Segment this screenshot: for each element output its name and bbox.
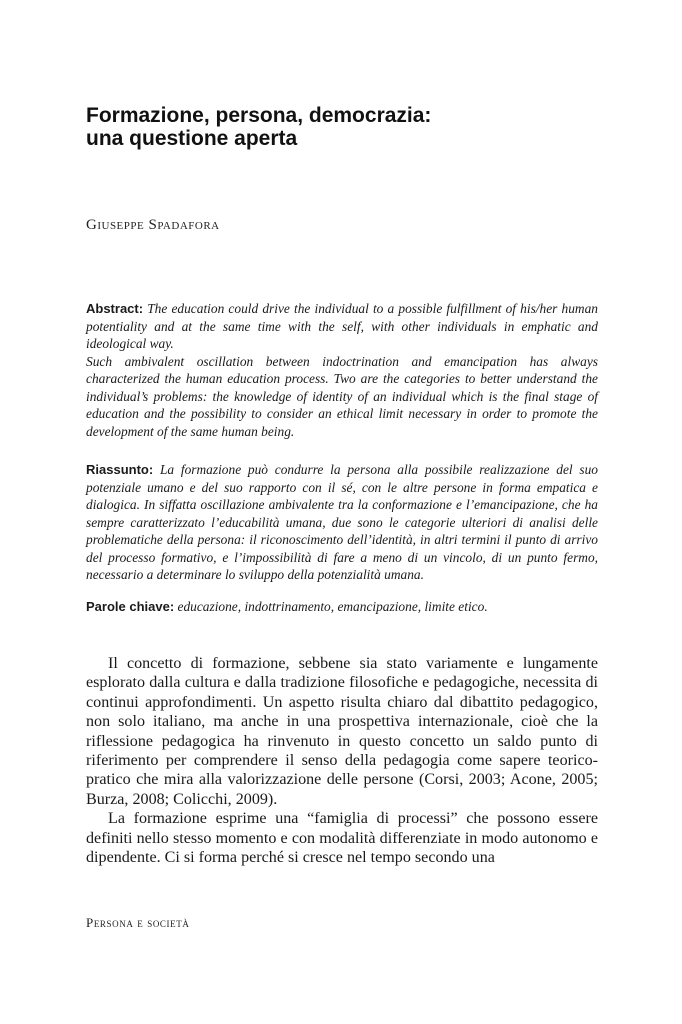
body-paragraph-2: La formazione esprime una “famiglia di processi” che possono essere definiti nello stesso momento e con modalità differenziate in modo autonomo e dipendente. Ci si forma perché si cresce nel tempo secondo una	[86, 810, 598, 867]
body-paragraph-1: Il concetto di formazione, sebbene sia stato variamente e lungamente esplorato dalla cultura e dalla tradizione filosofiche e pedagogiche, necessita di continui approfondimenti. Un aspetto risulta chiaro dal dibattito pedagogico, non solo italiano, ma anche in una prospettiva internazionale, cioè che la riflessione pedagogica ha rinvenuto in questo concetto un saldo punto di riferimento per comprendere il senso della pedagogia come sapere teorico-pratico che mira alla valorizzazione delle persone (Corsi, 2003; Acone, 2005; Burza, 2008; Colicchi, 2009).	[86, 655, 598, 808]
body-text	[86, 654, 598, 867]
abstract-paragraph-2	[86, 353, 598, 441]
keywords-text: educazione, indottrinamento, emancipazione, limite etico.	[177, 599, 488, 614]
abstract-text-2: Such ambivalent oscillation between indoctrination and emancipation has always characterized the human education process. Two are the categories to better understand the individual’s problems: the knowledge of identity of an individual which is the final stage of education and the possibility to consider an ethical limit necessary in order to promote the development of the same human being.	[86, 353, 598, 439]
riassunto-label: Riassunto:	[86, 462, 154, 477]
riassunto-paragraph	[86, 461, 598, 584]
article-title	[86, 104, 606, 150]
abstract-paragraph-1	[86, 300, 598, 353]
journal-footer: Persona e società	[86, 915, 190, 930]
title-line-1: Formazione, persona, democrazia:	[86, 104, 432, 127]
author-name: Giuseppe Spadafora	[86, 217, 220, 233]
abstract-english	[86, 300, 598, 440]
riassunto-text: La formazione può condurre la persona alla possibile realizzazione del suo potenziale umano e del suo rapporto con il sé, con le altre persone in forma empatica e dialogica. In siffatta oscillazione ambivalente tra la conformazione e l’emancipazione, che ha sempre caratterizzato l’educabilità umana, due sono le categorie ulteriori di analisi delle problematiche della persona: il riconoscimento dell’identità, in altri termini il punto di arrivo del processo formativo, e l’impossibilità di fare a meno di un vincolo, di un punto fermo, necessario a determinare lo sviluppo della potenzialità umana.	[86, 462, 598, 582]
keywords-label: Parole chiave:	[86, 599, 175, 614]
keywords-block	[86, 598, 598, 616]
keywords-paragraph	[86, 598, 598, 616]
abstract-text-1: The education could drive the individual to a possible fulfillment of his/her human potentiality and at the same time with the self, with other individuals in emphatic and ideological way.	[86, 301, 598, 351]
title-line-2: una questione aperta	[86, 127, 298, 150]
abstract-label: Abstract:	[86, 301, 144, 316]
abstract-italian	[86, 461, 598, 584]
